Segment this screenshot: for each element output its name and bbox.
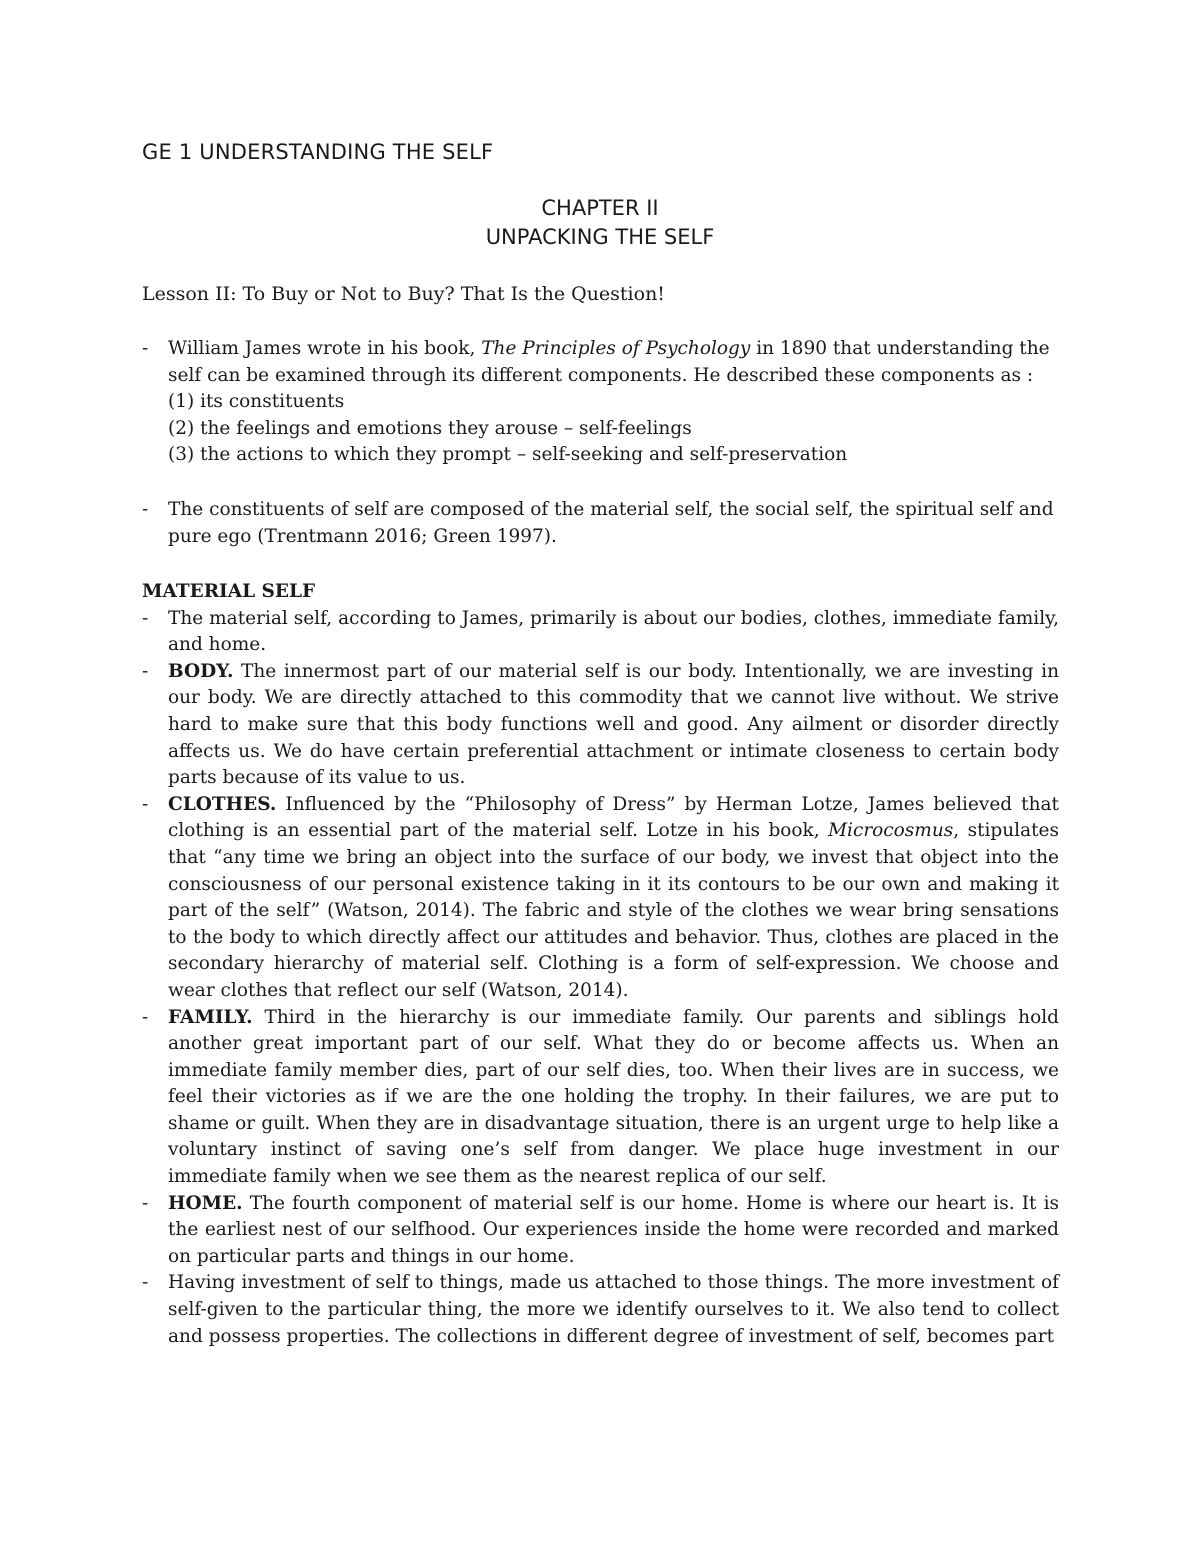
dash-marker: - [142, 607, 149, 629]
investment-text: Having investment of self to things, made us attached to those things. The more investment of self-given to the particular thing, the more we identify ourselves to it. We also tend to collect and possess properties. The collections in different degree of investment of self, becomes part [168, 1272, 1059, 1347]
constituents-section [142, 497, 1059, 550]
course-title: GE 1 UNDERSTANDING THE SELF [142, 140, 494, 164]
list-item-investment [142, 1270, 1059, 1350]
family-label: FAMILY. [168, 1006, 253, 1028]
clothes-text: Influenced by the “Philosophy of Dress” by Herman Lotze, James believed that clothing is an essential part of the material self. Lotze in his book, [168, 793, 1059, 842]
list-item-body [142, 659, 1059, 792]
clothes-label: CLOTHES. [168, 793, 277, 815]
intro-section [142, 336, 1059, 469]
component-3: (3) the actions to which they prompt – self-seeking and self-preservation [168, 444, 848, 466]
book-title: Microcosmus [828, 820, 954, 842]
section-heading: MATERIAL SELF [142, 581, 316, 602]
material-self-section [142, 579, 1059, 1350]
chapter-heading [0, 194, 1200, 252]
home-label: HOME. [168, 1192, 243, 1214]
intro-text-continued: in 1890 that understanding the self can be examined through its different components. He described these components as : [168, 338, 1050, 386]
lesson-title: Lesson II: To Buy or Not to Buy? That Is the Question! [142, 283, 665, 305]
chapter-number: CHAPTER II [541, 196, 659, 220]
list-item [142, 497, 1059, 550]
book-title: The Principles of Psychology [481, 338, 751, 359]
clothes-text-continued: , stipulates that “any time we bring an object into the surface of our body, we invest that object into the consciousness of our personal existence taking in it its contours to be our own and making it part of the self” (Watson, 2014). The fabric and style of the clothes we wear bring sensations to the body to which directly affect our attitudes and behavior. Thus, clothes are placed in the secondary hierarchy of material self. Clothing is a form of self-expression. We choose and wear clothes that reflect our self (Watson, 2014). [168, 820, 1059, 1001]
dash-marker: - [142, 338, 149, 359]
body-text: The innermost part of our material self is our body. Intentionally, we are investing in our body. We are directly attached to this commodity that we cannot live without. We strive hard to make sure that this body functions well and good. Any ailment or disorder directly affects us. We do have certain preferential attachment or intimate closeness to certain body parts because of its value to us. [168, 660, 1059, 789]
list-item-family [142, 1005, 1059, 1191]
dash-marker: - [142, 1006, 149, 1028]
dash-marker: - [142, 499, 149, 520]
constituents-text: The constituents of self are composed of the material self, the social self, the spiritual self and pure ego (Trentmann 2016; Green 1997). [168, 499, 1054, 547]
body-label: BODY. [168, 660, 234, 682]
dash-marker: - [142, 793, 149, 815]
dash-marker: - [142, 1272, 149, 1294]
overview-text: The material self, according to James, primarily is about our bodies, clothes, immediate family, and home. [168, 607, 1059, 656]
home-text: The fourth component of material self is our home. Home is where our heart is. It is the earliest nest of our selfhood. Our experiences inside the home were recorded and marked on particular parts and things in our home. [168, 1192, 1059, 1267]
list-item-home [142, 1191, 1059, 1271]
component-2: (2) the feelings and emotions they arouse – self-feelings [168, 417, 692, 439]
family-text: Third in the hierarchy is our immediate family. Our parents and siblings hold another great important part of our self. What they do or become affects us. When an immediate family member dies, part of our self dies, too. When their lives are in success, we feel their victories as if we are the one holding the trophy. In their failures, we are put to shame or guilt. When they are in disadvantage situation, there is an urgent urge to help like a voluntary instinct of saving one’s self from danger. We place huge investment in our immediate family when we see them as the nearest replica of our self. [168, 1006, 1059, 1188]
list-item [142, 336, 1059, 389]
list-item [142, 606, 1059, 659]
list-item-clothes [142, 792, 1059, 1005]
intro-text: William James wrote in his book, [168, 338, 482, 359]
component-1: (1) its constituents [168, 391, 345, 413]
chapter-title: UNPACKING THE SELF [485, 225, 715, 249]
dash-marker: - [142, 660, 149, 682]
dash-marker: - [142, 1192, 149, 1214]
